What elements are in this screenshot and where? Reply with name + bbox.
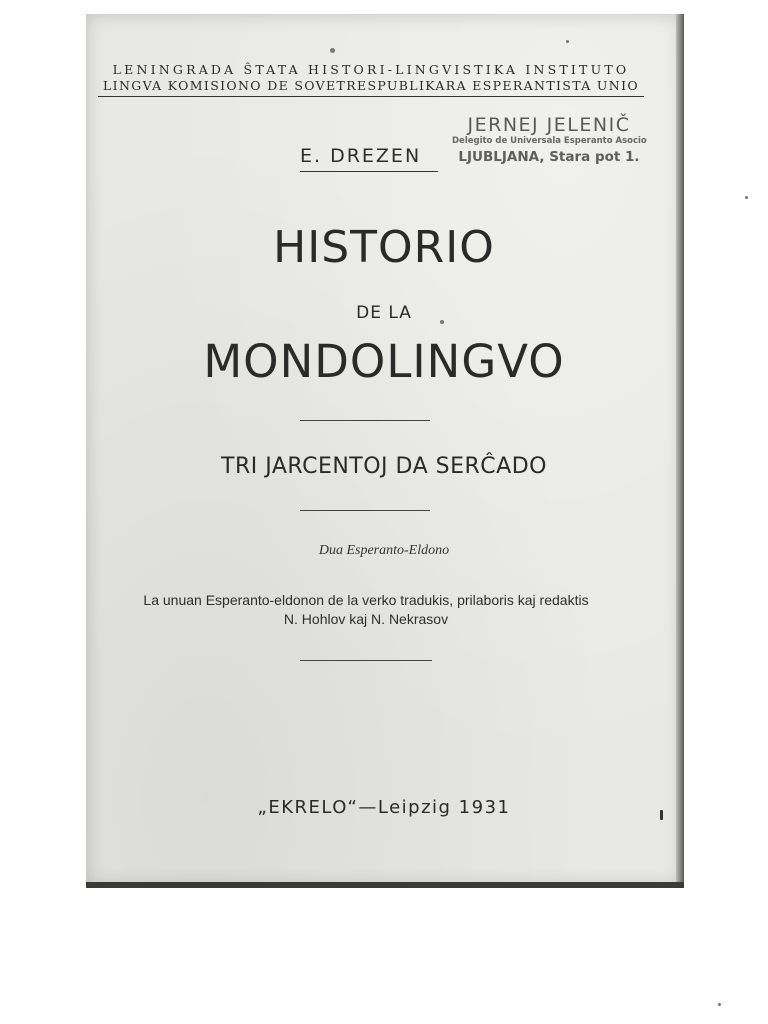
divider-rule	[300, 660, 432, 661]
ownership-stamp	[452, 114, 646, 167]
paper-speck	[330, 48, 335, 53]
stamp-association: Delegito de Universala Esperanto Asocio	[452, 136, 647, 146]
subtitle: TRI JARCENTOJ DA SERĈADO	[221, 454, 547, 479]
page-edge-shadow	[676, 14, 684, 886]
paper-speck	[440, 320, 444, 324]
translation-credit-line-1: La unuan Esperanto-eldonon de la verko tradukis, prilaboris kaj redaktis	[143, 592, 589, 608]
divider-rule	[300, 420, 430, 421]
publisher-header-line-1: LENINGRADA ŜTATA HISTORI-LINGVISTIKA INSTITUTO	[112, 62, 630, 77]
header-divider	[98, 96, 644, 97]
publisher-imprint: „EKRELO“—Leipzig 1931	[257, 797, 511, 818]
title-line-historio: HISTORIO	[273, 222, 495, 273]
translation-credit-line-2: N. Hohlov kaj N. Nekrasov	[283, 611, 449, 627]
stamp-owner-name: JERNEJ JELENIČ	[467, 114, 631, 136]
edition-note: Dua Esperanto-Eldono	[318, 543, 450, 558]
publisher-header-line-2: LINGVA KOMISIONO DE SOVETRESPUBLIKARA ESPERANTISTA UNIO	[103, 78, 639, 93]
title-line-mondolingvo: MONDOLINGVO	[203, 335, 565, 388]
stamp-address: LJUBLJANA, Stara pot 1.	[458, 149, 640, 165]
paper-speck	[718, 1003, 721, 1006]
title-line-de-la: DE LA	[356, 303, 412, 323]
author-name: E. DREZEN	[300, 145, 422, 167]
paper-speck	[745, 196, 748, 199]
author-underline	[300, 171, 438, 172]
paper-speck	[566, 40, 569, 43]
divider-rule	[300, 510, 430, 511]
page-bottom-edge	[86, 882, 684, 888]
paper-speck	[660, 810, 663, 820]
